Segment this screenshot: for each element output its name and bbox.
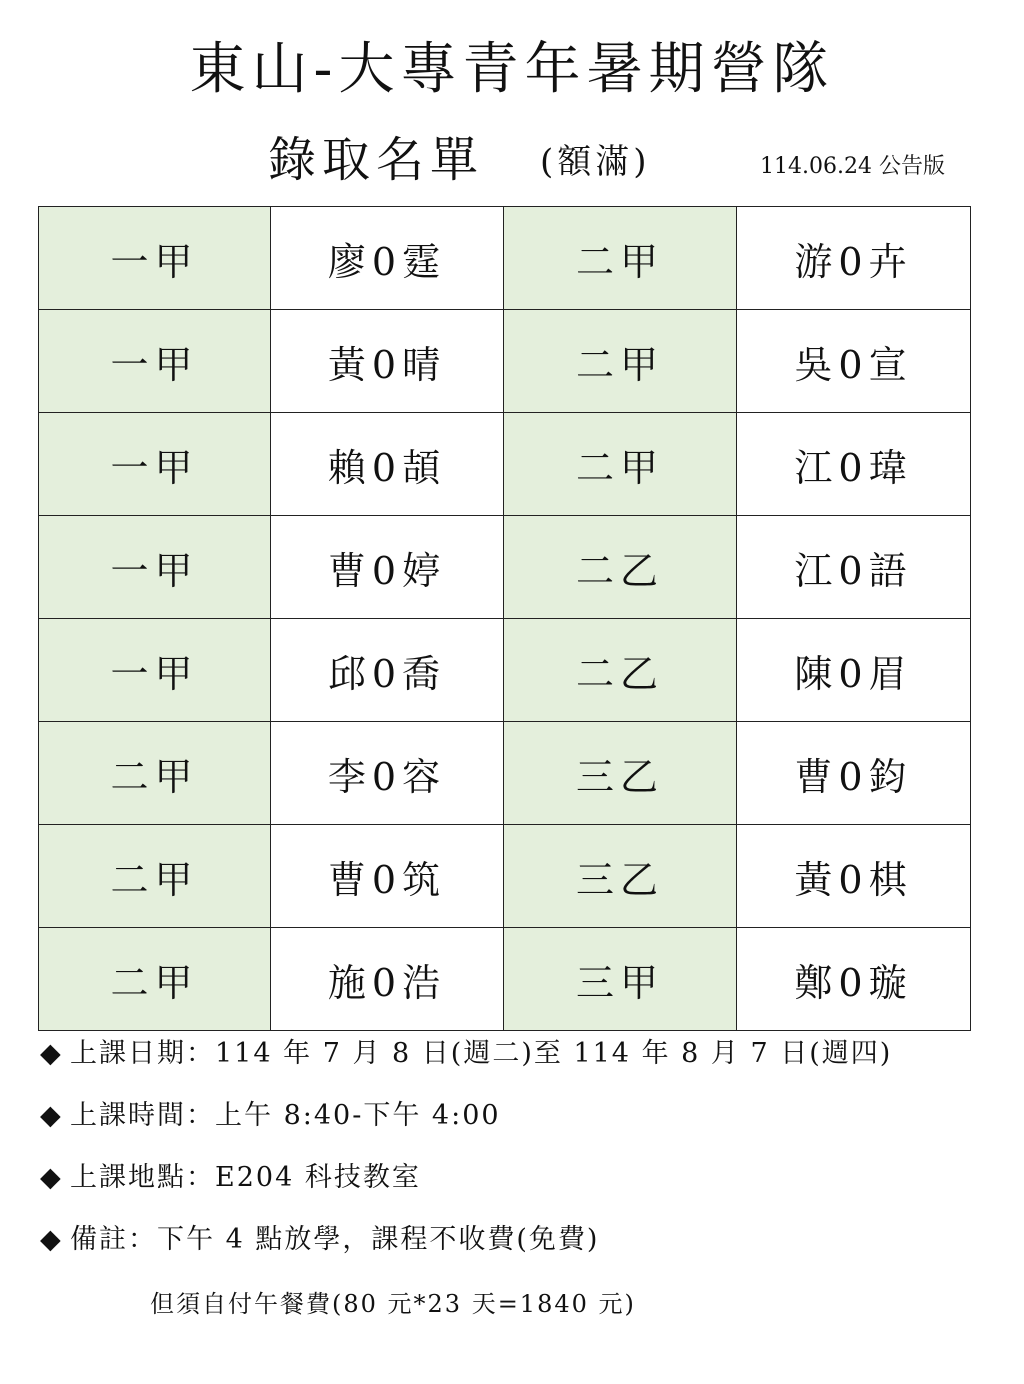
diamond-bullet-icon: ◆ [40,1224,63,1255]
name-cell: 黃0晴 [271,310,504,413]
class-cell: 二甲 [39,722,271,825]
name-cell: 曹0鈞 [737,722,971,825]
name-cell: 江0語 [737,516,971,619]
class-cell: 二乙 [504,516,737,619]
name-cell: 吳0宣 [737,310,971,413]
class-cell: 二甲 [39,825,271,928]
note-remark-extra: 但須自付午餐費(80 元*23 天=1840 元) [150,1290,636,1318]
class-cell: 三甲 [504,928,737,1031]
class-cell: 二甲 [504,207,737,310]
note-time [40,1096,1000,1158]
subtitle-row [0,130,1024,190]
name-cell: 曹0婷 [271,516,504,619]
class-cell: 二乙 [504,619,737,722]
note-date-text: 上課日期：114 年 7 月 8 日(週二)至 114 年 8 月 7 日(週四) [70,1038,893,1069]
name-cell: 邱0喬 [271,619,504,722]
class-cell: 一甲 [39,413,271,516]
name-cell: 黃0棋 [737,825,971,928]
table-row [39,825,971,928]
table-row [39,310,971,413]
class-cell: 二甲 [504,413,737,516]
class-cell: 二甲 [504,310,737,413]
table-row [39,413,971,516]
diamond-bullet-icon: ◆ [40,1038,63,1069]
admission-table [38,206,971,1031]
table-row [39,516,971,619]
class-cell: 一甲 [39,207,271,310]
name-cell: 賴0頡 [271,413,504,516]
class-cell: 二甲 [39,928,271,1031]
table-row [39,928,971,1031]
class-cell: 一甲 [39,516,271,619]
note-remark [40,1220,1000,1282]
status-note: (額滿) [540,142,651,182]
page-title: 東山-大專青年暑期營隊 [189,37,835,102]
table-row [39,722,971,825]
class-cell: 一甲 [39,619,271,722]
diamond-bullet-icon: ◆ [40,1162,63,1193]
list-title: 錄取名單 [268,132,485,188]
notes-section [40,1034,1000,1282]
diamond-bullet-icon: ◆ [40,1100,63,1131]
name-cell: 游0卉 [737,207,971,310]
note-date [40,1034,1000,1096]
name-cell: 鄭0璇 [737,928,971,1031]
table-row [39,207,971,310]
note-time-text: 上課時間：上午 8:40-下午 4:00 [70,1100,501,1131]
version-label: 114.06.24 公告版 [760,154,945,179]
note-location-text: 上課地點：E204 科技教室 [70,1162,421,1193]
class-cell: 三乙 [504,722,737,825]
note-location [40,1158,1000,1220]
class-cell: 一甲 [39,310,271,413]
table-row [39,619,971,722]
note-remark-text: 備註：下午 4 點放學，課程不收費(免費) [70,1224,600,1255]
name-cell: 廖0霆 [271,207,504,310]
name-cell: 李0容 [271,722,504,825]
name-cell: 陳0眉 [737,619,971,722]
class-cell: 三乙 [504,825,737,928]
name-cell: 江0瑋 [737,413,971,516]
name-cell: 曹0筑 [271,825,504,928]
name-cell: 施0浩 [271,928,504,1031]
